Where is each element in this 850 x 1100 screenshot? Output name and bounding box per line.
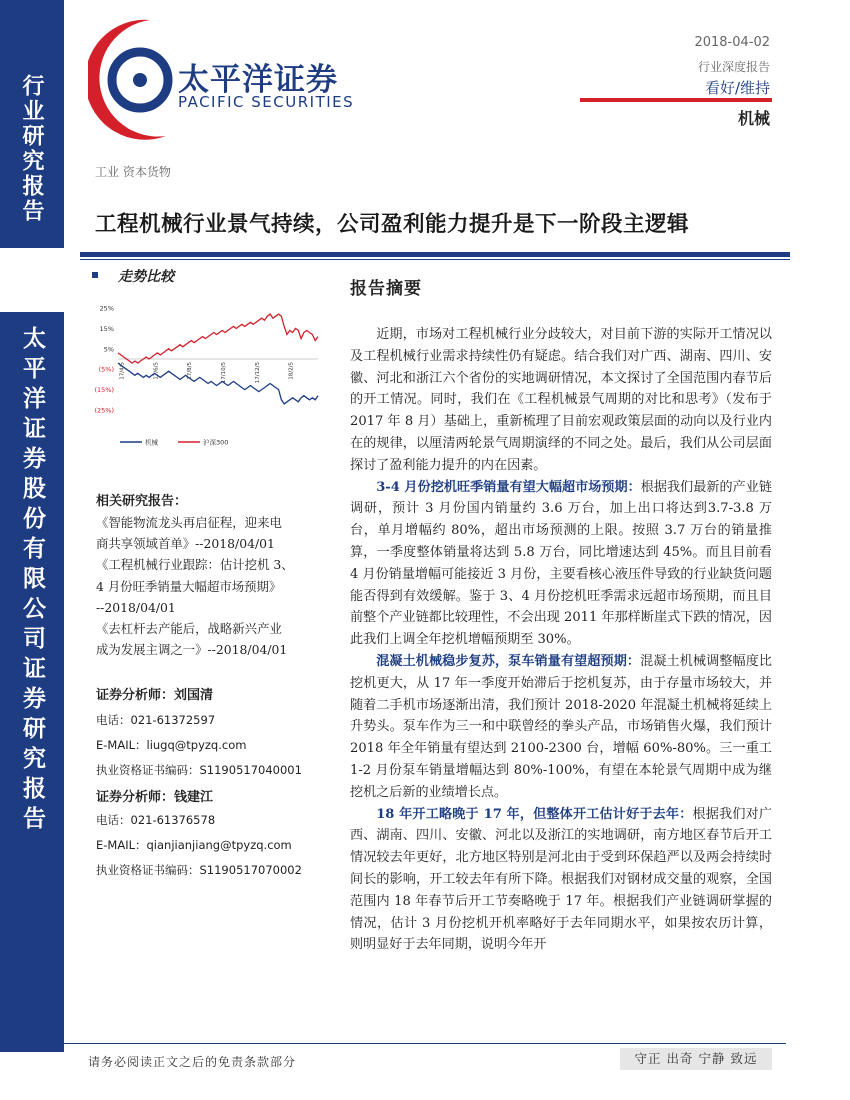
analyst-1-phone: 电话：021-61372597 (96, 713, 216, 727)
sector-label: 机械 (737, 109, 770, 128)
title-divider (80, 252, 790, 257)
summary-title: 报告摘要 (350, 279, 422, 299)
related-report-line: 《智能物流龙头再启征程，迎来电 (96, 515, 282, 530)
analyst-2-cert: 执业资格证书编码：S1190517070002 (96, 863, 302, 877)
rating-label: 看好/维持 (704, 79, 770, 97)
paragraph-4-highlight: 18 年开工略晚于 17 年，但整体开工估计好于去年： (376, 806, 693, 822)
x-tick-label: 17/4/5 (119, 362, 126, 380)
square-bullet-icon (92, 272, 98, 278)
related-report-line: 《去杠杆去产能后，战略新兴产业 (96, 621, 282, 637)
brand-name-cn: 太平洋证券 (178, 62, 338, 98)
related-report-line: 《工程机械行业跟踪：估计挖机 3、 (96, 557, 294, 573)
analyst-2-heading: 证券分析师：钱建江 (96, 790, 214, 805)
summary-paragraph-4 (350, 804, 772, 957)
breadcrumb: 工业 资本货物 (95, 165, 171, 179)
report-type: 行业深度报告 (697, 60, 770, 74)
series-line-csi300 (118, 314, 318, 363)
related-report-line: 成为发展主调之一》--2018/04/01 (96, 642, 288, 658)
trend-chart (88, 292, 328, 462)
analyst-1-heading: 证券分析师：刘国清 (96, 688, 214, 703)
legend-label: 机械 (145, 438, 158, 447)
summary-paragraph-2 (350, 477, 772, 651)
analyst-2-phone: 电话：021-61376578 (96, 813, 216, 827)
paragraph-2-highlight: 3-4 月份挖机旺季销量有望大幅超市场预期： (376, 479, 641, 495)
brand-name-en: PACIFIC SECURITIES (178, 93, 355, 111)
related-reports-title: 相关研究报告： (96, 494, 188, 509)
summary-paragraph-3 (350, 651, 772, 804)
trend-chart-svg (88, 292, 328, 462)
footer-divider (64, 1043, 786, 1044)
analyst-2-email[interactable]: E-MAIL：qianjianjiang@tpyzq.com (96, 838, 292, 852)
y-tick-label: 25% (99, 304, 114, 313)
paragraph-3-highlight: 混凝土机械稳步复苏，泵车销量有望超预期： (376, 653, 641, 669)
y-tick-label: 15% (99, 324, 114, 333)
summary-paragraph-1: 近期，市场对工程机械行业分歧较大，对目前下游的实际开工情况以及工程机械行业需求持续性仍有疑虑。结合我们对广西、湖南、四川、安徽、河北和浙江六个省份的实地调研情况，本文探讨了全国范围内春节后的开工情况。同时，我们在《工程机械景气周期的对比和思考》（发布于 2017 年 8 月）基础上，重新梳理了目前宏观政策层面的动向以及行业内在的规律，以厘清两轮景气周期演绎的不同之处。最后，我们从公司层面探讨了盈利能力提升的内在因素。 (350, 327, 772, 473)
sidebar-company-label: 太平洋证券股份有限公司证券研究报告 (19, 326, 46, 836)
page-title: 工程机械行业景气持续，公司盈利能力提升是下一阶段主逻辑 (95, 212, 690, 237)
related-report-line: 商共享领域首单》--2018/04/01 (96, 536, 275, 552)
footer-motto: 守正 出奇 宁静 致远 (620, 1048, 772, 1070)
pacific-logo-icon (88, 16, 178, 146)
footer-disclaimer: 请务必阅读正文之后的免责条款部分 (88, 1055, 297, 1069)
paragraph-2-body: 根据我们最新的产业链调研，预计 3 月份国内销量约 3.6 万台，加上出口将达到3.7-3.8 万台，单月增幅约 80%，超出市场预测的上限。按照 3.7 万台的销量推算，一季度整体销量将达到 5.8 万台，同比增速达到 45%。而且目前看 4 月份销量增幅可能接近 3 月份，主要看核心液压件导致的行业缺货问题能否得到有效缓解。鉴于 3、4 月份挖机旺季需求远超市场预期，而且目前整个产业链都比较理性，不会出现 2011 年那样断崖式下跌的情况，因此我们上调全年挖机增幅预期至 30%。 (350, 479, 772, 648)
related-report-line: --2018/04/01 (96, 599, 176, 615)
summary-body (350, 324, 772, 956)
analyst-1-cert: 执业资格证书编码：S1190517040001 (96, 763, 302, 777)
report-date: 2018-04-02 (694, 35, 770, 50)
trend-heading: 走势比较 (118, 269, 174, 285)
x-tick-label: 17/12/5 (254, 362, 261, 384)
y-tick-label: (5%) (98, 365, 114, 374)
x-tick-label: 18/2/5 (288, 362, 295, 380)
analyst-1-email[interactable]: E-MAIL：liugq@tpyzq.com (96, 738, 247, 752)
paragraph-4-body: 根据我们对广西、湖南、四川、安徽、河北以及浙江的实地调研，南方地区春节后开工情况较去年更好，北方地区特别是河北由于受到环保趋严以及两会持续时间长的影响，开工较去年有所下降。根据我们对钢材成交量的观察，全国范围内 18 年春节后开工节奏略晚于 17 年。根据我们产业链调研掌握的情况，估计 3 月份挖机开机率略好于去年同期水平，如果按农历计算，则明显好于去年同期，说明今年开 (350, 806, 772, 953)
sidebar-report-category: 行业研究报告 (19, 74, 45, 224)
related-reports-list (96, 512, 332, 660)
related-report-line: 4 月份旺季销量大幅超市场预期》 (96, 578, 282, 594)
paragraph-3-body: 混凝土机械调整幅度比挖机更大，从 17 年一季度开始滞后于挖机复苏，由于存量市场较大，并随着二手机市场逐渐出清，我们预计 2018-2020 年混凝土机械将延续上升势头。泵车作为三一和中联曾经的拳头产品，市场销售火爆，我们预计 2018 年全年销量有望达到 2100-2300 台，增幅 60%-80%。三一重工 1-2 月份泵车销量增幅达到 80%-100%，有望在本轮景气周期中成为继挖机之后新的业绩增长点。 (350, 653, 773, 800)
title-divider-thin (80, 259, 790, 260)
y-tick-label: (25%) (94, 406, 114, 415)
legend-label: 沪深300 (203, 438, 229, 447)
x-tick-label: 17/10/5 (221, 362, 228, 384)
header-red-rule (580, 98, 772, 102)
x-tick-label: 17/8/5 (187, 362, 194, 380)
x-tick-label: 17/6/5 (153, 362, 160, 380)
y-tick-label: (15%) (94, 386, 114, 395)
y-tick-label: 5% (103, 345, 114, 354)
